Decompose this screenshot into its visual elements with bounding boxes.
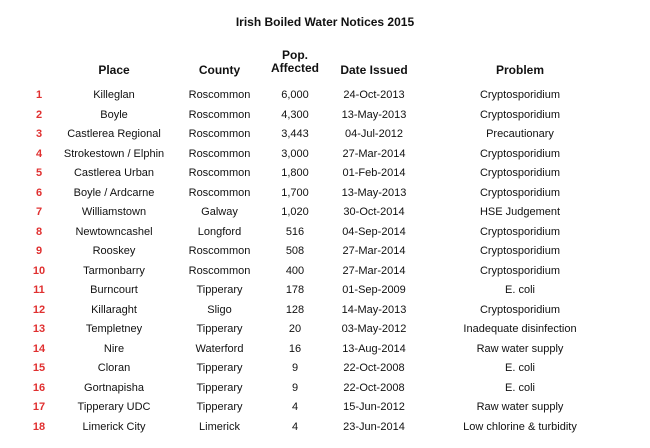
- row-number: 12: [32, 303, 46, 316]
- table-row: [0, 398, 650, 418]
- cell-place: Gortnapisha: [84, 381, 144, 394]
- cell-place: Killeglan: [93, 89, 135, 101]
- cell-county: Tipperary: [196, 323, 243, 335]
- cell-problem: Cryptosporidium: [479, 108, 561, 121]
- header-problem: Problem: [495, 63, 544, 77]
- table-row: [0, 125, 650, 145]
- cell-pop-affected: 1,800: [281, 167, 309, 179]
- cell-problem: Cryptosporidium: [479, 186, 561, 199]
- cell-pop-affected: 3,000: [281, 147, 309, 160]
- cell-date-issued: 13-Aug-2014: [342, 342, 406, 355]
- cell-place: Boyle / Ardcarne: [73, 186, 155, 199]
- cell-place: Tarmonbarry: [83, 264, 145, 277]
- cell-problem: Cryptosporidium: [479, 147, 561, 160]
- header-pop-line2: Affected: [270, 61, 319, 75]
- table-row: [0, 379, 650, 399]
- cell-problem: Raw water supply: [476, 342, 564, 355]
- cell-county: Tipperary: [196, 284, 243, 296]
- cell-county: Roscommon: [188, 167, 251, 179]
- cell-county: Galway: [201, 206, 238, 218]
- cell-pop-affected: 508: [285, 245, 305, 257]
- header-place: Place: [98, 63, 130, 77]
- cell-county: Longford: [197, 225, 242, 238]
- cell-problem: Raw water supply: [476, 401, 564, 413]
- row-number: 13: [32, 323, 46, 335]
- cell-place: Boyle: [100, 108, 128, 121]
- cell-problem: Cryptosporidium: [479, 225, 561, 238]
- cell-county: Roscommon: [188, 245, 251, 257]
- cell-pop-affected: 516: [285, 225, 305, 238]
- cell-place: Tipperary UDC: [77, 401, 151, 413]
- cell-date-issued: 14-May-2013: [341, 303, 407, 316]
- row-number: 9: [35, 245, 43, 257]
- cell-pop-affected: 4: [291, 401, 299, 413]
- cell-date-issued: 27-Mar-2014: [342, 245, 406, 257]
- cell-date-issued: 03-May-2012: [341, 323, 407, 335]
- cell-county: Limerick: [199, 420, 240, 433]
- cell-problem: Low chlorine & turbidity: [463, 420, 577, 433]
- table-title: Irish Boiled Water Notices 2015: [235, 15, 415, 29]
- row-number: 15: [32, 362, 46, 374]
- cell-date-issued: 23-Jun-2014: [343, 420, 405, 433]
- cell-date-issued: 27-Mar-2014: [342, 264, 406, 277]
- cell-county: Roscommon: [188, 264, 251, 277]
- row-number: 17: [32, 401, 46, 413]
- row-number: 2: [35, 108, 43, 121]
- cell-problem: Cryptosporidium: [479, 245, 561, 257]
- row-number: 11: [33, 284, 45, 296]
- cell-place: Limerick City: [82, 420, 146, 433]
- row-number: 16: [32, 381, 46, 394]
- cell-county: Roscommon: [188, 89, 251, 101]
- table-row: [0, 320, 650, 340]
- header-pop-affected: [265, 49, 325, 75]
- cell-pop-affected: 4,300: [281, 108, 309, 121]
- row-number: 18: [32, 420, 46, 433]
- cell-place: Newtowncashel: [75, 225, 153, 238]
- cell-problem: Precautionary: [486, 128, 554, 140]
- cell-place: Castlerea Urban: [73, 167, 155, 179]
- cell-problem: E. coli: [505, 362, 535, 374]
- cell-county: Roscommon: [188, 147, 251, 160]
- row-number: 7: [35, 206, 43, 218]
- cell-date-issued: 01-Sep-2009: [342, 284, 406, 296]
- cell-date-issued: 27-Mar-2014: [342, 147, 406, 160]
- cell-pop-affected: 3,443: [281, 128, 309, 140]
- header-county: County: [198, 63, 241, 77]
- cell-problem: Cryptosporidium: [479, 167, 561, 179]
- cell-problem: Cryptosporidium: [479, 303, 561, 316]
- cell-date-issued: 22-Oct-2008: [343, 362, 405, 374]
- cell-county: Tipperary: [196, 381, 243, 394]
- cell-problem: Cryptosporidium: [479, 264, 561, 277]
- cell-pop-affected: 178: [285, 284, 305, 296]
- cell-problem: HSE Judgement: [479, 206, 561, 218]
- cell-date-issued: 04-Sep-2014: [342, 225, 406, 238]
- table-body: [0, 86, 650, 437]
- row-number: 5: [35, 167, 43, 179]
- cell-place: Strokestown / Elphin: [63, 147, 165, 160]
- cell-pop-affected: 16: [288, 342, 302, 355]
- cell-date-issued: 15-Jun-2012: [343, 401, 405, 413]
- cell-pop-affected: 1,020: [281, 206, 309, 218]
- table-row: [0, 184, 650, 204]
- cell-pop-affected: 4: [291, 420, 299, 433]
- table-row: [0, 203, 650, 223]
- row-number: 6: [35, 186, 43, 199]
- row-number: 8: [35, 225, 43, 238]
- cell-county: Roscommon: [188, 108, 251, 121]
- table-row: [0, 262, 650, 282]
- cell-county: Tipperary: [196, 362, 243, 374]
- row-number: 10: [32, 264, 46, 277]
- cell-pop-affected: 400: [285, 264, 305, 277]
- header-pop-line1: Pop.: [282, 48, 308, 62]
- cell-place: Nire: [103, 342, 125, 355]
- cell-county: Sligo: [207, 303, 232, 316]
- table-row: [0, 223, 650, 243]
- table-row: [0, 164, 650, 184]
- cell-pop-affected: 20: [288, 323, 302, 335]
- table-row: [0, 340, 650, 360]
- cell-date-issued: 30-Oct-2014: [343, 206, 405, 218]
- row-number: 3: [35, 128, 43, 140]
- cell-place: Killaraght: [91, 303, 137, 316]
- cell-problem: E. coli: [505, 284, 535, 296]
- cell-date-issued: 13-May-2013: [341, 108, 407, 121]
- cell-county: Roscommon: [188, 186, 251, 199]
- table-row: [0, 359, 650, 379]
- table-row: [0, 242, 650, 262]
- cell-pop-affected: 6,000: [281, 89, 309, 101]
- cell-pop-affected: 128: [285, 303, 305, 316]
- table-row: [0, 145, 650, 165]
- cell-place: Burncourt: [90, 284, 138, 296]
- cell-date-issued: 01-Feb-2014: [342, 167, 406, 179]
- row-number: 14: [32, 342, 46, 355]
- cell-date-issued: 24-Oct-2013: [343, 89, 405, 101]
- cell-pop-affected: 9: [291, 381, 299, 394]
- cell-date-issued: 04-Jul-2012: [344, 128, 404, 140]
- table-row: [0, 106, 650, 126]
- table-row: [0, 301, 650, 321]
- table-row: [0, 86, 650, 106]
- header-date-issued: Date Issued: [340, 63, 408, 77]
- table-row: [0, 281, 650, 301]
- cell-place: Rooskey: [92, 245, 136, 257]
- cell-place: Williamstown: [81, 206, 147, 218]
- cell-place: Castlerea Regional: [67, 128, 161, 140]
- cell-pop-affected: 9: [291, 362, 299, 374]
- row-number: 4: [35, 147, 43, 160]
- cell-pop-affected: 1,700: [281, 186, 309, 199]
- cell-problem: Inadequate disinfection: [463, 323, 577, 335]
- cell-place: Templetney: [85, 323, 143, 335]
- cell-problem: Cryptosporidium: [479, 89, 561, 101]
- cell-date-issued: 13-May-2013: [341, 186, 407, 199]
- cell-date-issued: 22-Oct-2008: [343, 381, 405, 394]
- table-row: [0, 418, 650, 438]
- cell-county: Waterford: [195, 342, 244, 355]
- row-number: 1: [35, 89, 43, 101]
- cell-problem: E. coli: [505, 381, 535, 394]
- cell-county: Tipperary: [196, 401, 243, 413]
- cell-county: Roscommon: [188, 128, 251, 140]
- cell-place: Cloran: [97, 362, 131, 374]
